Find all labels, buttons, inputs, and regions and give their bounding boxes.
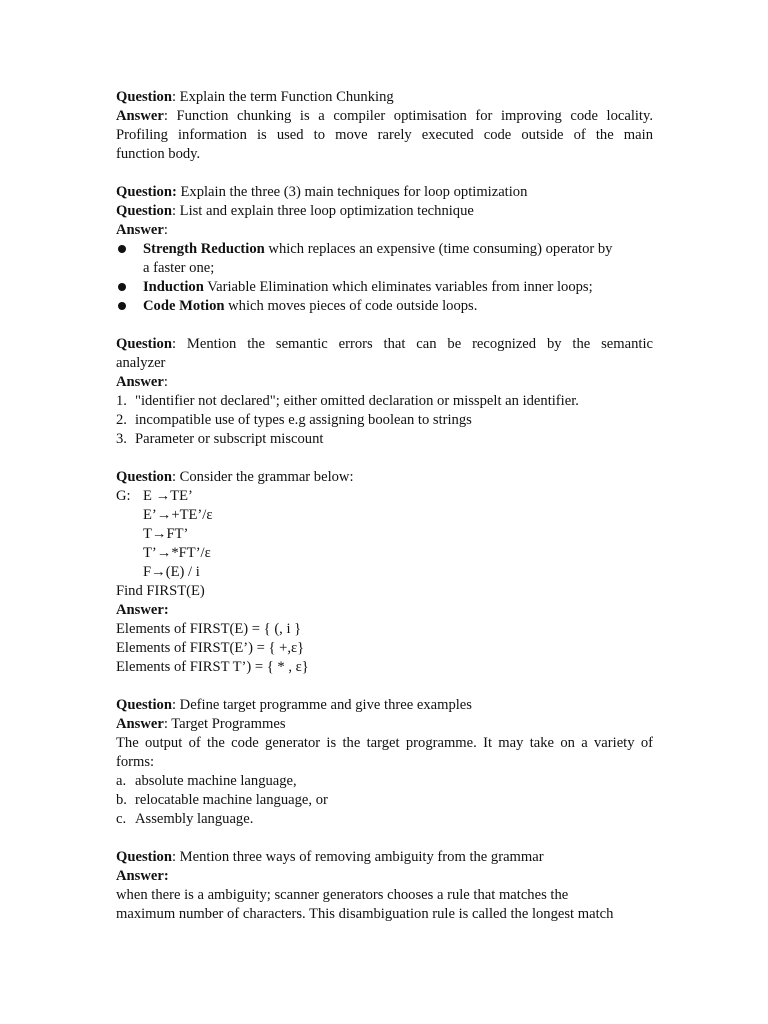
grammar-rule: T→FT’ — [143, 526, 189, 542]
answer-3: Answer: — [116, 374, 168, 390]
question-2b — [116, 202, 653, 221]
question-3-line-2: analyzer — [116, 355, 166, 371]
question-6 — [116, 848, 653, 867]
answer-2: Answer: — [116, 222, 168, 238]
bullet-icon — [118, 283, 126, 291]
first-set: Elements of FIRST T’) = { * , ε} — [116, 659, 309, 675]
first-set: Elements of FIRST(E) = { (, i } — [116, 621, 302, 637]
find-first: Find FIRST(E) — [116, 583, 205, 599]
answer-label: Answer — [116, 868, 164, 884]
answer-label: Answer — [116, 716, 164, 732]
bullet-icon — [118, 245, 126, 253]
question-4 — [116, 468, 653, 487]
answer-4: Answer: — [116, 602, 169, 618]
numbered-item: 3. Parameter or subscript miscount — [116, 431, 324, 447]
answer-6-body-2: maximum number of characters. This disambiguation rule is called the longest match — [116, 906, 614, 922]
bullet-icon — [118, 302, 126, 310]
grammar-rule: E’→+TE’/ε — [143, 507, 213, 523]
grammar-rule: F→(E) / i — [143, 564, 200, 580]
answer-1-line-3: function body. — [116, 146, 201, 162]
question-label: Question — [116, 203, 172, 219]
question-label: Question — [116, 336, 172, 352]
answer-5: Answer: Target Programmes — [116, 716, 286, 732]
question-text: : Mention three ways of removing ambiguity from the grammar — [171, 849, 544, 865]
bullet-item: Induction Variable Elimination which eliminates variables from inner loops; — [116, 278, 653, 297]
bullet-item: Strength Reduction which replaces an expensive (time consuming) operator by — [116, 240, 653, 259]
question-2a — [116, 183, 653, 202]
answer-5-body: The output of the code generator is the target programme. It may take on a variety of — [116, 735, 653, 751]
numbered-item: 2. incompatible use of types e.g assigning boolean to strings — [116, 412, 472, 428]
answer-label: Answer — [116, 108, 164, 124]
question-label: Question — [116, 849, 172, 865]
question-colon: : — [171, 184, 177, 200]
answer-6: Answer: — [116, 868, 169, 884]
grammar-rule: T’→*FT’/ε — [143, 545, 211, 561]
question-label: Question — [116, 469, 172, 485]
question-text: Explain the three (3) main techniques for loop optimization — [176, 184, 528, 200]
answer-6-body: when there is a ambiguity; scanner generators chooses a rule that matches the — [116, 887, 569, 903]
answer-1-line-2: Profiling information is used to move rarely executed code outside of the main — [116, 127, 653, 143]
lettered-item: c. Assembly language. — [116, 811, 254, 827]
document-page — [116, 88, 653, 924]
grammar-rule: G: E →TE’ — [116, 488, 193, 504]
question-5 — [116, 696, 653, 715]
question-text: : Mention the semantic errors that can be recognized by the semantic — [171, 336, 653, 352]
answer-5-body-2: forms: — [116, 754, 155, 770]
question-text: : List and explain three loop optimization technique — [171, 203, 474, 219]
lettered-item: a. absolute machine language, — [116, 773, 297, 789]
question-label: Question — [116, 697, 172, 713]
question-1 — [116, 88, 653, 107]
answer-label: Answer — [116, 222, 164, 238]
first-set: Elements of FIRST(E’) = { +,ε} — [116, 640, 305, 656]
question-text: : Consider the grammar below: — [171, 469, 354, 485]
question-text: : Define target programme and give three examples — [171, 697, 472, 713]
numbered-item: 1. "identifier not declared"; either omitted declaration or misspelt an identifier. — [116, 393, 579, 409]
question-text: : Explain the term Function Chunking — [171, 89, 394, 105]
bullet-item: Code Motion which moves pieces of code outside loops. — [116, 297, 653, 316]
bullet-continuation: a faster one; — [143, 260, 215, 276]
question-label: Question — [116, 89, 172, 105]
answer-1 — [116, 107, 653, 126]
grammar-label: G: — [116, 488, 131, 504]
lettered-item: b. relocatable machine language, or — [116, 792, 328, 808]
answer-label: Answer — [116, 602, 164, 618]
answer-text: : Function chunking is a compiler optimisation for improving code locality. — [163, 108, 653, 124]
question-3 — [116, 335, 653, 354]
question-label: Question — [116, 184, 172, 200]
answer-label: Answer — [116, 374, 164, 390]
